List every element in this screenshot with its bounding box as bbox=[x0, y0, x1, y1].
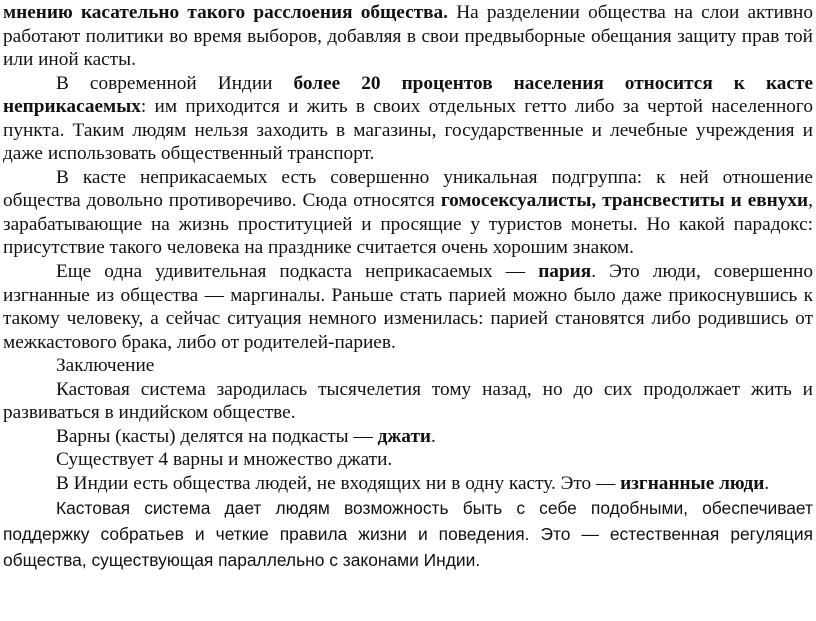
paragraph-text: . Это люди, совершенно изгнанные из общества — маргиналы. Раньше стать парией можно было даже прикоснувшись к такому человеку, а сейчас ситуация немного изменилась: парией становятся либо родившись от межкастового брака, либо от родителей-париев. bbox=[3, 261, 814, 353]
bold-phrase: более 20 процентов населения относится к касте неприкасаемых bbox=[3, 72, 813, 118]
paragraph-text: . bbox=[764, 472, 770, 494]
paragraph-text: Еще одна удивительная подкаста неприкасаемых — bbox=[56, 261, 539, 283]
paragraph-subgroup bbox=[3, 166, 813, 260]
bold-lead: мнению касательно такого расслоения общества. bbox=[3, 2, 448, 23]
bold-phrase: изгнанные люди bbox=[620, 472, 765, 494]
paragraph-caste-system: Кастовая система зародилась тысячелетия тому назад, но до сих продолжает жить и развиваться в индийском обществе. bbox=[3, 378, 813, 424]
bold-phrase: пария bbox=[538, 261, 592, 283]
paragraph-text: , зарабатывающие на жизнь проституцией и просящие у туристов монеты. Но какой парадокс: присутствие такого человека на празднике считается очень хорошим знаком. bbox=[3, 190, 813, 259]
paragraph-outcasts bbox=[3, 472, 813, 496]
paragraph-text: На разделении общества на слои активно работают политики во время выборов, добавляя в свои предвыборные обещания защиту прав той или иной касты. bbox=[3, 2, 813, 71]
paragraph-varnas bbox=[3, 425, 813, 449]
paragraph-text: В касте неприкасаемых есть совершенно уникальная подгруппа: к ней отношение общества довольно противоречиво. Сюда относятся bbox=[3, 166, 813, 212]
paragraph-text: В современной Индии bbox=[56, 72, 294, 94]
paragraph-count: Существует 4 варны и множество джати. bbox=[56, 449, 393, 471]
conclusion-heading: Заключение bbox=[56, 355, 155, 377]
paragraph-text: Варны (касты) делятся на подкасты — bbox=[56, 425, 378, 447]
paragraph-untouchables bbox=[3, 72, 813, 166]
paragraph-summary: Кастовая система дает людям возможность быть с себе подобными, обеспечивает поддержку собратьев и четкие правила жизни и поведения. Это — естественная регуляция общества, существующая параллельно с законами Индии. bbox=[3, 498, 813, 570]
paragraph-text: : им приходится и жить в своих отдельных гетто либо за чертой населенного пункта. Таким людям нельзя заходить в магазины, государственные и лечебные учреждения и даже использовать общественный транспорт. bbox=[3, 96, 813, 165]
bold-phrase: гомосексуалисты, трансвеститы и евнухи bbox=[440, 190, 809, 212]
paragraph-text: . bbox=[431, 425, 436, 447]
paragraph-text: В Индии есть общества людей, не входящих ни в одну касту. Это — bbox=[56, 472, 621, 494]
paragraph-pariah bbox=[3, 260, 813, 354]
paragraph-politics bbox=[3, 1, 813, 72]
bold-phrase: джати bbox=[377, 425, 432, 447]
